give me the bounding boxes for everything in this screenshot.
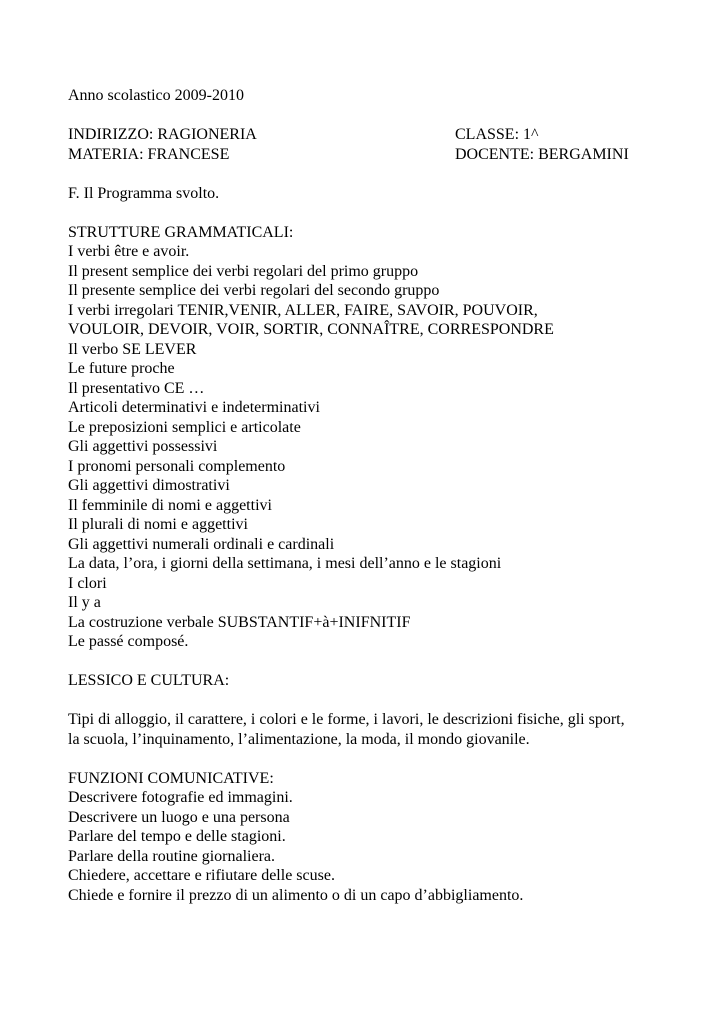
funzioni-item: Chiedere, accettare e rifiutare delle scuse. [68, 867, 335, 884]
grammar-item: Il femminile di nomi e aggettivi [68, 496, 272, 514]
docente-label: DOCENTE: BERGAMINI [455, 145, 629, 163]
spacer [68, 691, 668, 711]
funzioni-item: Parlare della routine giornaliera. [68, 847, 276, 865]
grammar-item: Il present semplice dei verbi regolari del primo gruppo [68, 262, 419, 280]
classe-label: CLASSE: 1^ [455, 126, 539, 143]
lessico-heading: LESSICO E CULTURA: [68, 672, 230, 689]
grammar-item: Le preposizioni semplici e articolate [68, 418, 301, 436]
materia-label: MATERIA: FRANCESE [68, 145, 230, 163]
spacer [68, 164, 668, 184]
funzioni-item: Parlare del tempo e delle stagioni. [68, 828, 286, 845]
grammar-item: Le passé composé. [68, 633, 189, 650]
grammar-item: Il plurali di nomi e aggettivi [68, 516, 248, 533]
grammar-item: Gli aggettivi dimostrativi [68, 477, 230, 494]
funzioni-item: Descrivere fotografie ed immagini. [68, 789, 293, 806]
grammar-item: La costruzione verbale SUBSTANTIF+à+INIFNITIF [68, 613, 411, 631]
grammar-item: I pronomi personali complemento [68, 457, 286, 475]
grammar-item: Le future proche [68, 360, 175, 377]
funzioni-item: Chiede e fornire il prezzo di un alimento o di un capo d’abbigliamento. [68, 886, 524, 904]
grammar-heading: STRUTTURE GRAMMATICALI: [68, 223, 294, 241]
grammar-item: Articoli determinativi e indeterminativi [68, 399, 320, 416]
grammar-item: Il presente semplice dei verbi regolari del secondo gruppo [68, 282, 440, 299]
spacer [68, 106, 668, 126]
spacer [68, 749, 668, 769]
funzioni-list [68, 788, 668, 905]
grammar-item: Il y a [68, 594, 101, 611]
grammar-item: I verbi être e avoir. [68, 243, 190, 260]
grammar-item: Il verbo SE LEVER [68, 340, 197, 358]
funzioni-item: Descrivere un luogo e una persona [68, 808, 290, 826]
grammar-item: I verbi irregolari TENIR,VENIR, ALLER, FAIRE, SAVOIR, POUVOIR, [68, 301, 538, 319]
grammar-item: VOULOIR, DEVOIR, VOIR, SORTIR, CONNAÎTRE, CORRESPONDRE [68, 321, 554, 338]
spacer [68, 652, 668, 672]
program-title: F. Il Programma svolto. [68, 184, 220, 202]
header-row-1 [68, 125, 668, 145]
header-row-2 [68, 145, 668, 165]
grammar-item: Il presentativo CE … [68, 379, 205, 397]
grammar-item: I clori [68, 574, 107, 592]
grammar-item: Gli aggettivi numerali ordinali e cardinali [68, 535, 335, 553]
indirizzo-label: INDIRIZZO: RAGIONERIA [68, 126, 257, 143]
grammar-item: La data, l’ora, i giorni della settimana, i mesi dell’anno e le stagioni [68, 555, 502, 572]
lessico-text: Tipi di alloggio, il carattere, i colori e le forme, i lavori, le descrizioni fisiche, gli sport, la scuola, l’inquinamento, l’alimentazione, la moda, il mondo giovanile. [68, 711, 625, 748]
funzioni-heading: FUNZIONI COMUNICATIVE: [68, 769, 274, 787]
grammar-item: Gli aggettivi possessivi [68, 438, 218, 455]
spacer [68, 203, 668, 223]
grammar-list [68, 242, 668, 652]
school-year: Anno scolastico 2009-2010 [68, 87, 244, 104]
document-page [68, 86, 668, 905]
